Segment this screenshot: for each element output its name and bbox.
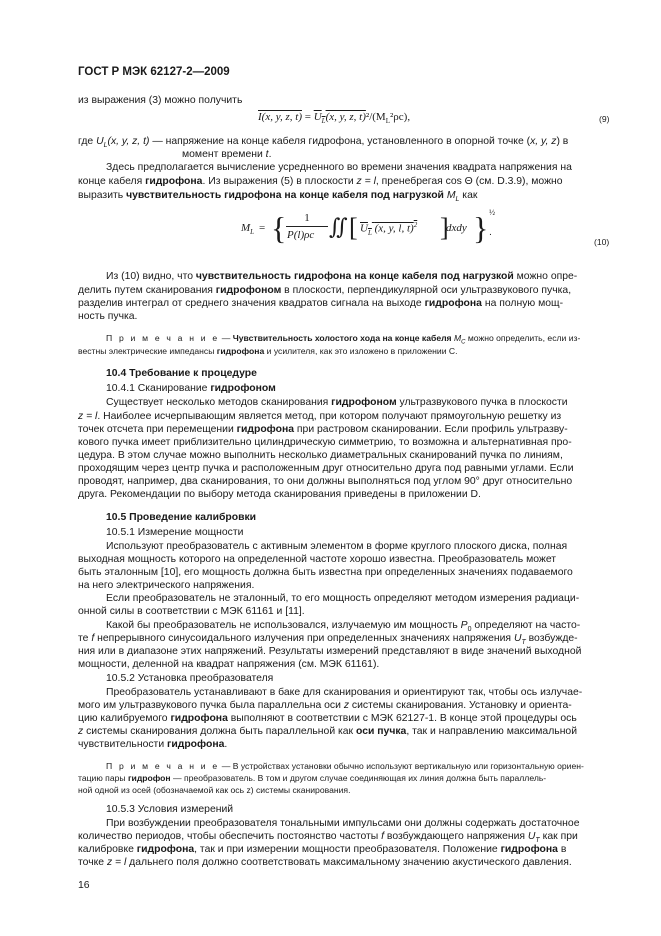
equation-10	[241, 208, 495, 252]
section-10-5-1-title: 10.5.1 Измерение мощности	[106, 527, 244, 538]
eq9-rhs-overlined: $U_L(x$, y, z, t)	[313, 111, 366, 126]
eq10-exponent: ½	[489, 208, 495, 217]
where-clause: где $U_L(x$, y, z, t) — напряжение на конце кабеля гидрофона, установленного в опорной точке (x, y, z) в	[78, 136, 569, 150]
sec105-p4-line4: z системы сканирования должна быть параллельной как оси пучка, так и направлению максимальной	[78, 726, 578, 737]
sec104-p-line8: друга. Рекомендации по выбору метода сканирования приведены в приложении D.	[78, 489, 481, 500]
sec105-p5-line4: точке z = l дальнего поля должно соответствовать максимальному значению акустического давления.	[78, 857, 572, 868]
section-10-5-3-title: 10.5.3 Условия измерений	[106, 804, 234, 815]
eq10-right-bracket: ]	[440, 213, 449, 242]
para2-line1: Из (10) видно, что чувствительность гидрофона на конце кабеля под нагрузкой можно опре-	[106, 271, 578, 282]
section-10-5-2-title: 10.5.2 Установка преобразователя	[106, 673, 274, 684]
sec105-p5-line2: количество периодов, чтобы обеспечить постоянство частоты f возбуждающего напряжения $U_T$ как при	[78, 831, 578, 845]
sec105-p1-line4: на него электрического напряжения.	[78, 580, 255, 591]
equation-10-number: (10)	[594, 237, 610, 247]
para1-line3: выразить чувствительность гидрофона на конце кабеля под нагрузкой $M_L$ как	[78, 190, 478, 204]
sec104-p-line5: цедура. В этом случае можно выполнить несколько диаметральных сканирований пучка по линиям,	[78, 450, 563, 461]
sec105-p4-line5: чувствительности гидрофона.	[78, 739, 228, 750]
eq10-double-integral: ∬	[329, 214, 348, 239]
eq10-left-brace: {	[271, 210, 287, 246]
note2-line2: тацию пары гидрофон — преобразователь. В том и другом случае соединяющая их линия должна быть параллель-	[78, 773, 547, 783]
eq10-left-bracket: [	[349, 213, 358, 242]
note2-line3: ной одной из осей (обозначаемой как ось z) системы сканирования.	[78, 785, 351, 795]
sec104-p-line2: z = l. Наиболее исчерпывающим является метод, при котором получают прямоугольную решетку из	[78, 411, 562, 422]
eq10-denominator: P(l)ρc	[287, 229, 315, 241]
equation-9: I(x, y, z, $t) = U_L(x$, y, z, $t)^2/(M_L^2\rho c)$,	[258, 111, 411, 126]
page-number: 16	[78, 880, 90, 891]
para1-line1: Здесь предполагается вычисление усредненного во времени значения квадрата напряжения на	[106, 162, 572, 173]
note1-line1: П р и м е ч а н и е — Чувствительность холостого хода на конце кабеля $M_C$ можно определить, если из-	[106, 333, 581, 346]
eq10-ml: $M_L$	[241, 222, 255, 237]
eq9-lhs: I(x, y, z, t)	[258, 111, 302, 123]
eq10-numerator: 1	[304, 212, 310, 224]
sec104-p-line1: Существует несколько методов сканирования гидрофоном ультразвукового пучка в плоскости	[106, 397, 568, 408]
sec105-p4-line2: мого им ультразвукового пучка была параллельна оси z системы сканирования. Установку и ориента-	[78, 700, 572, 711]
intro-line: из выражения (3) можно получить	[78, 95, 243, 106]
where-clause-line2: момент времени t.	[182, 149, 272, 160]
para2-line2: делить путем сканирования гидрофоном в плоскости, перпендикулярной оси ультразвукового пучка,	[78, 285, 572, 296]
eq10-equals: =	[259, 222, 266, 234]
note2-line1: П р и м е ч а н и е — В устройствах установки обычно используют вертикальную или горизонтальную ориен-	[106, 761, 584, 771]
sec105-p1-line3: быть эталонным [10], его мощность должна быть известна при определенных значениях подаваемого	[78, 567, 573, 578]
section-10-4-1-title: 10.4.1 Сканирование гидрофоном	[106, 383, 276, 394]
sec104-p-line3: точек отсчета при перемещении гидрофона при растровом сканировании. Если профиль ультразву-	[78, 424, 568, 435]
sec104-p-line7: проводят, например, два сканирования, то они должны выполняться под углом 90° друг относительно	[78, 476, 573, 487]
sec105-p3-line4: мощности, деленной на квадрат напряжения (см. МЭК 61161).	[78, 659, 380, 670]
sec105-p5-line1: При возбуждении преобразователя тональными импульсами они должны содержать достаточное	[106, 818, 580, 829]
section-10-4-title: 10.4 Требование к процедуре	[106, 368, 257, 379]
para1-line2: конце кабеля гидрофона. Из выражения (5) в плоскости z = l, пренебрегая cos Θ (см. D.3.9), можно	[78, 176, 563, 187]
sec105-p2-line1: Если преобразователь не эталонный, то его мощность определяют методом измерения радиаци-	[106, 593, 580, 604]
equation-9-number: (9)	[599, 114, 610, 124]
sec105-p5-line3: калибровке гидрофона, так и при измерении мощности преобразователя. Положение гидрофона в	[78, 844, 567, 855]
sec105-p2-line2: онной силы в соответствии с МЭК 61161 и [11].	[78, 606, 305, 617]
note1-line2: вестны электрические импедансы гидрофона и усилителя, как это изложено в приложении C.	[78, 346, 458, 356]
sec105-p3-line3: ния или в диапазоне этих напряжений. Результаты измерений представляют в виде значений выходной	[78, 646, 582, 657]
sec105-p1-line2: выходная мощность которого на определенной частоте хорошо известна. Преобразователь может	[78, 554, 557, 565]
para2-line3: разделив интеграл от среднего значения квадратов сигнала на выходе гидрофона на полную мощ-	[78, 298, 564, 309]
sec105-p4-line1: Преобразователь устанавливают в баке для сканирования и ориентируют так, чтобы ось излучае-	[106, 687, 583, 698]
eq10-fraction-bar	[286, 226, 328, 227]
sec105-p4-line3: цию калибруемого гидрофона выполняют в соответствии с МЭК 62127-1. В конце этой процедуры ось	[78, 713, 577, 724]
document-header: ГОСТ Р МЭК 62127-2—2009	[78, 66, 230, 78]
section-10-5-title: 10.5 Проведение калибровки	[106, 512, 257, 523]
eq10-right-brace: }	[473, 210, 489, 246]
para2-line4: ность пучка.	[78, 311, 138, 322]
eq10-dxdy: dxdy	[446, 222, 467, 234]
sec105-p3-line1: Какой бы преобразователь не использовался, излучаемую им мощность $P_0$ определяют на часто-	[106, 620, 581, 634]
eq10-integrand: $U_L$ (x, y, l, t)$^2$	[360, 221, 418, 237]
sec105-p1-line1: Используют преобразователь с активным элементом в форме круглого плоского диска, полная	[106, 541, 568, 552]
sec104-p-line4: кового пучка имеет приблизительно цилиндрическую симметрию, то возможна и альтернативная про-	[78, 437, 572, 448]
eq10-dot: .	[489, 227, 492, 238]
sec105-p3-line2: те f непрерывного синусоидального излучения при определенных значениях напряжения $U_T$ возбужде-	[78, 633, 578, 647]
sec104-p-line6: проходящим через центр пучка и расположенным друг относительно друга под равными углами. Если	[78, 463, 574, 474]
